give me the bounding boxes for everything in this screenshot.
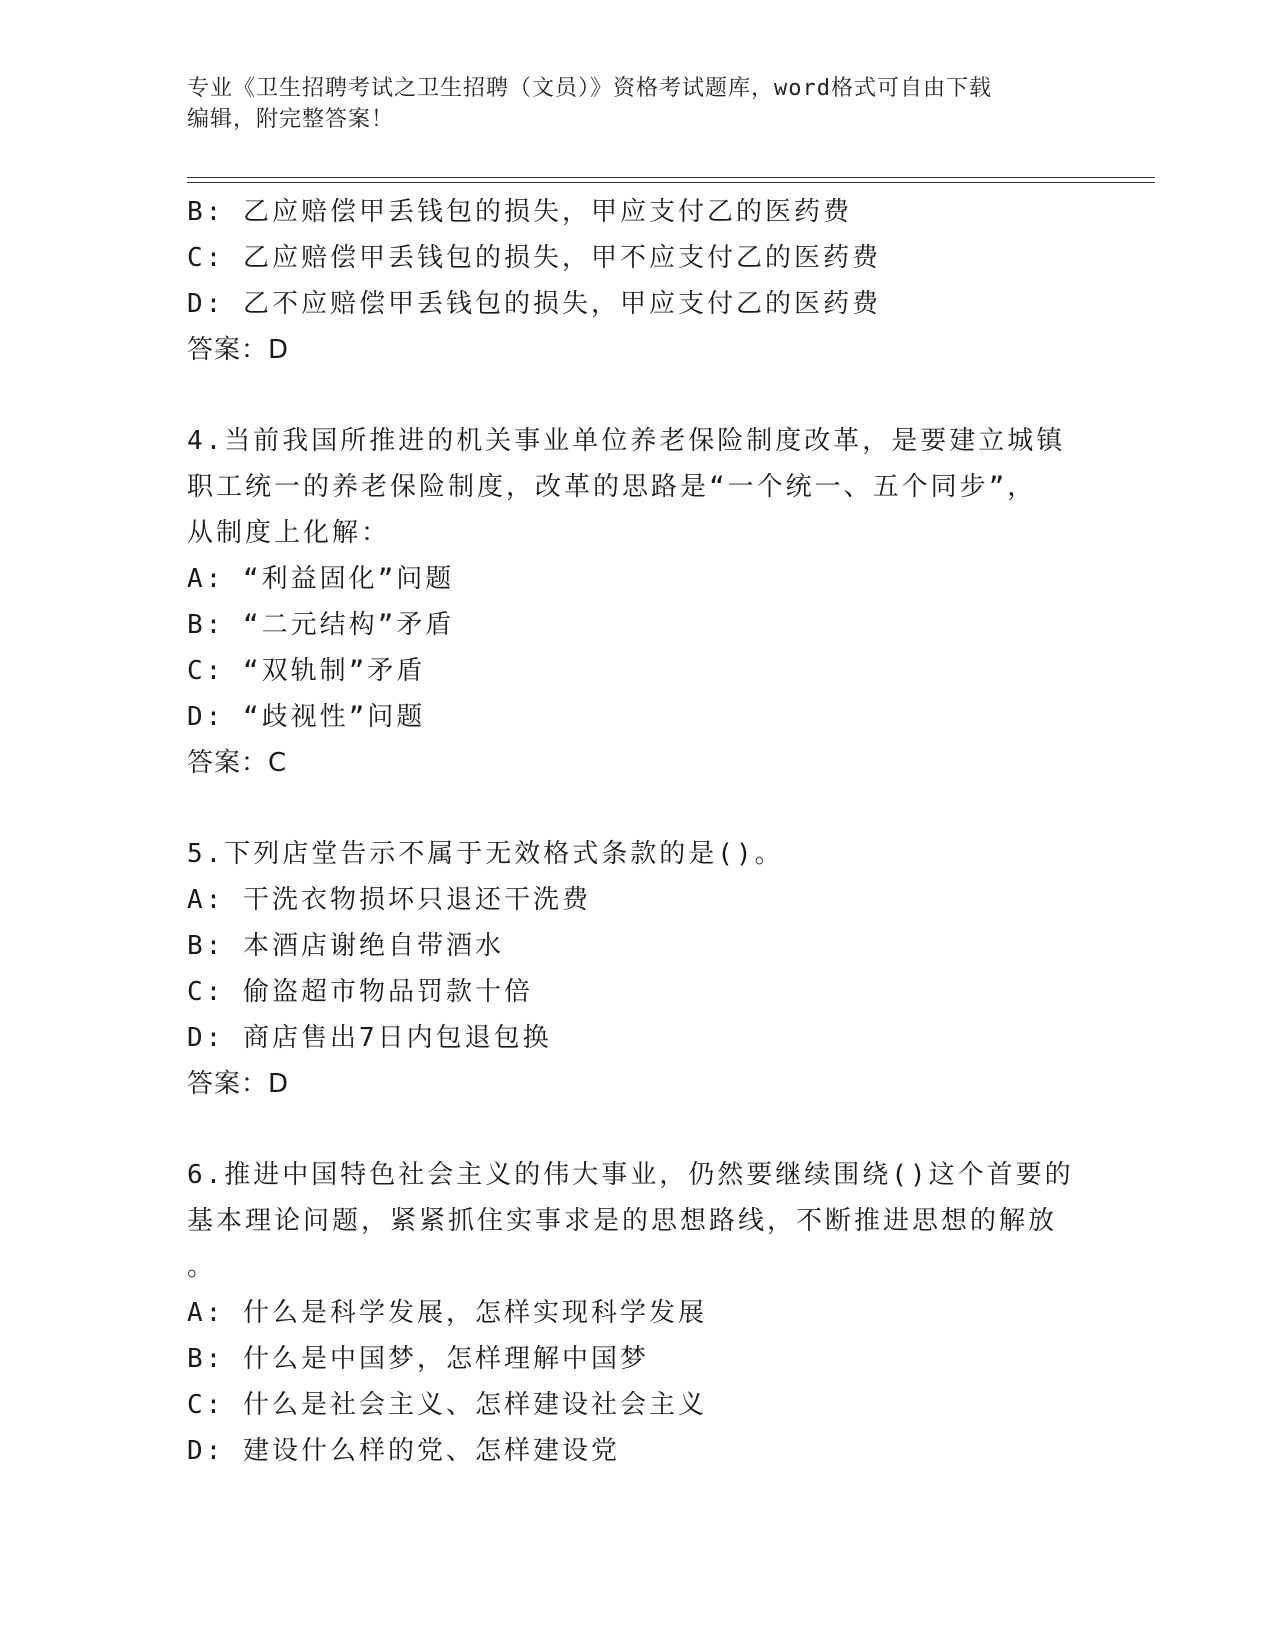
header-divider-bottom <box>187 182 1155 183</box>
document-header <box>187 73 1087 135</box>
q3-option-c: C: 乙应赔偿甲丢钱包的损失，甲不应支付乙的医药费 <box>187 243 881 273</box>
q4-option-d: D: “歧视性”问题 <box>187 702 426 732</box>
q6-stem-line-2: 基本理论问题，紧紧抓住实事求是的思想路线，不断推进思想的解放 <box>187 1206 1058 1236</box>
q4-stem-line-1: 4.当前我国所推进的机关事业单位养老保险制度改革，是要建立城镇 <box>187 426 1066 456</box>
q5-option-c: C: 偷盗超市物品罚款十倍 <box>187 977 533 1007</box>
spacer <box>187 373 1087 418</box>
q6-option-d: D: 建设什么样的党、怎样建设党 <box>187 1436 620 1466</box>
q6-option-b: B: 什么是中国梦，怎样理解中国梦 <box>187 1344 649 1374</box>
q3-option-b: B: 乙应赔偿甲丢钱包的损失，甲应支付乙的医药费 <box>187 197 852 227</box>
q5-answer: 答案：D <box>187 1069 290 1099</box>
q4-option-b: B: “二元结构”矛盾 <box>187 610 455 640</box>
header-divider-top <box>187 177 1155 178</box>
spacer <box>187 1107 1087 1152</box>
q6-stem-line-1: 6.推进中国特色社会主义的伟大事业，仍然要继续围绕()这个首要的 <box>187 1160 1074 1190</box>
q5-stem-line-1: 5.下列店堂告示不属于无效格式条款的是()。 <box>187 839 784 869</box>
question-3 <box>187 189 1087 373</box>
header-line-1: 专业《卫生招聘考试之卫生招聘（文员）》资格考试题库，word格式可自由下载 <box>187 76 992 101</box>
q5-option-a: A: 干洗衣物损坏只退还干洗费 <box>187 885 591 915</box>
q4-option-a: A: “利益固化”问题 <box>187 564 455 594</box>
q4-stem-line-2: 职工统一的养老保险制度，改革的思路是“一个统一、五个同步”， <box>187 472 1037 502</box>
spacer <box>187 786 1087 831</box>
question-6 <box>187 1152 1087 1474</box>
question-list <box>187 189 1087 1474</box>
q6-option-c: C: 什么是社会主义、怎样建设社会主义 <box>187 1390 707 1420</box>
q6-option-a: A: 什么是科学发展，怎样实现科学发展 <box>187 1298 707 1328</box>
q5-option-d: D: 商店售出7日内包退包换 <box>187 1023 552 1053</box>
q3-answer: 答案：D <box>187 335 290 365</box>
q6-stem-line-3: 。 <box>187 1252 217 1282</box>
q4-option-c: C: “双轨制”矛盾 <box>187 656 426 686</box>
q4-stem-line-3: 从制度上化解： <box>187 518 391 548</box>
header-line-2: 编辑，附完整答案！ <box>187 107 395 132</box>
question-5 <box>187 831 1087 1107</box>
q4-answer: 答案：C <box>187 748 288 778</box>
q5-option-b: B: 本酒店谢绝自带酒水 <box>187 931 504 961</box>
q3-option-d: D: 乙不应赔偿甲丢钱包的损失，甲应支付乙的医药费 <box>187 289 881 319</box>
question-4 <box>187 418 1087 786</box>
